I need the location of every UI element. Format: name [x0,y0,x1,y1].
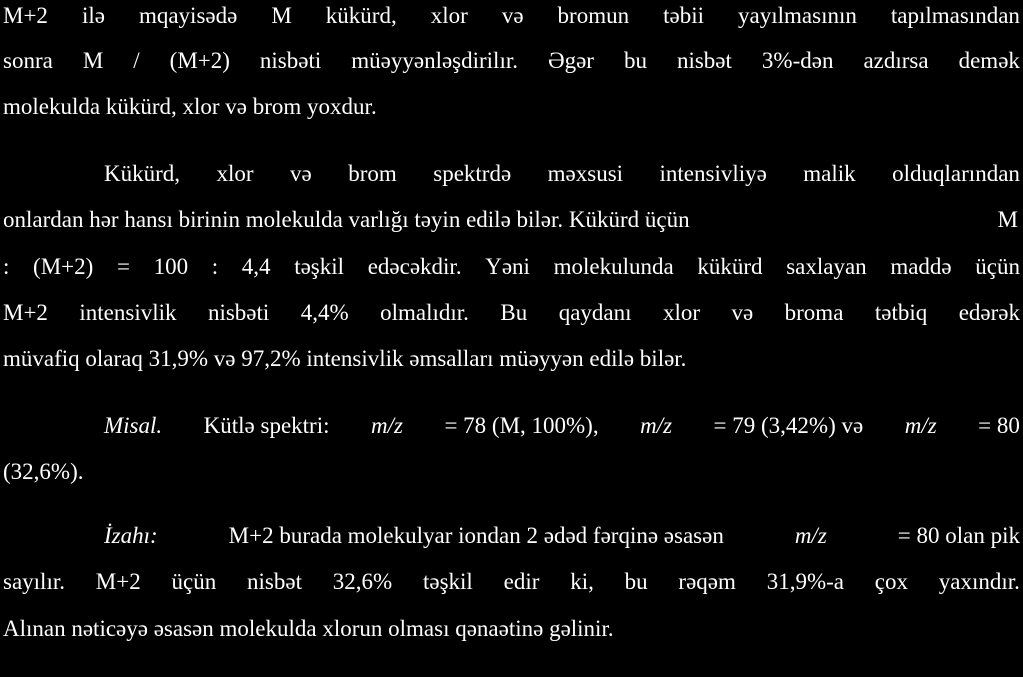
word: mqayisədə [138,3,238,28]
word: Əgər [547,48,594,73]
word: tapılmasından [890,3,1020,28]
paragraph-2-line-5: müvafiq olaraq 31,9% və 97,2% intensivlik əmsalları müəyyən edilə bilər. [3,346,687,371]
example-text-1: Kütlə spektri: [203,413,330,438]
explanation-line-1 [3,519,1020,553]
explanation-line-2 [3,565,1020,599]
word: = [116,254,130,279]
word: üçün [975,254,1020,279]
word: nisbət [247,569,302,594]
word: təşkil [294,254,345,279]
word: : [211,254,219,279]
paragraph-2-line-2-tail: M [997,207,1018,232]
paragraph-2-line-1 [3,157,1020,191]
word: xlor [662,300,701,325]
word: intensivlik [79,300,177,325]
word: qaydanı [558,300,632,325]
word: təşkil [422,569,473,594]
word: yaxındır. [938,569,1020,594]
word: M [82,48,104,73]
word: demək [958,48,1020,73]
paragraph-2-line-4 [3,296,1020,330]
word: edəcəkdir. [367,254,462,279]
word: təbii [663,3,705,28]
example-eq-3: = 80 [978,413,1020,438]
example-mz-1 [371,409,403,443]
word: (M+2) [169,48,230,73]
word: molekulunda [553,254,674,279]
word: və [501,3,524,28]
paragraph-1-line-2 [3,44,1020,78]
word: ilə [81,3,105,28]
word: edərək [958,300,1020,325]
example-line-1 [3,409,1020,443]
word: bu [624,569,648,594]
word: Yəni [485,254,530,279]
word: edir [503,569,540,594]
explanation-text-2: = 80 olan pik [897,523,1020,548]
word: 4,4% [300,300,349,325]
word: 100 [153,254,189,279]
word: çox [874,569,908,594]
word: ki, [570,569,594,594]
paragraph-2-line-2 [3,203,1020,237]
word: müəyyənləşdirilır. [351,48,518,73]
word: yayılmasının [738,3,857,28]
word: sayılır. [3,569,65,594]
explanation-line-3: Alınan nəticəyə əsasən molekulda xlorun olması qənaətinə gəlinir. [3,616,614,641]
word: nisbəti [259,48,322,73]
word: xlor [216,161,254,186]
explanation-text-1: M+2 burada molekulyar iondan 2 ədəd fərqinə əsasən [228,523,724,548]
word: M+2 [3,3,48,28]
paragraph-1-line-3: molekulda kükürd, xlor və brom yoxdur. [3,94,377,119]
word: və [290,161,312,186]
word: brom [348,161,397,186]
word: tətbiq [874,300,928,325]
word: sonra [3,48,53,73]
mz-label: m/z [640,413,673,438]
word: 3%-dən [761,48,834,73]
word: M+2 [3,300,48,325]
word: / [133,48,140,73]
paragraph-2-line-2-text: onlardan hər hansı birinin molekulda varlığı təyin edilə bilər. Kükürd üçün [3,207,690,232]
word: xlor [430,3,468,28]
word: M [271,3,292,28]
word: bu [623,48,647,73]
word: olmalıdır. [380,300,469,325]
word: intensivliyə [659,161,767,186]
mz-label: m/z [794,523,827,548]
word: nisbəti [207,300,270,325]
example-label: Misal. [104,413,163,438]
example-mz-2 [640,409,672,443]
word: spektrdə [433,161,512,186]
explanation-mz [795,519,827,553]
word: maddə [890,254,952,279]
word: kükürd [697,254,763,279]
word: broma [784,300,844,325]
word: rəqəm [678,569,736,594]
word: bromun [557,3,630,28]
word: saxlayan [786,254,867,279]
example-mz-3 [905,409,937,443]
mz-label: m/z [904,413,937,438]
word: Kükürd, [104,161,181,186]
explanation-label: İzahı: [104,523,158,548]
example-line-2: (32,6%). [3,459,84,484]
word: 32,6% [332,569,393,594]
example-eq-1: = 78 (M, 100%), [444,413,599,438]
word: azdırsa [863,48,929,73]
paragraph-1-line-1 [3,0,1020,33]
word: 31,9%-a [766,569,844,594]
word: Bu [500,300,528,325]
word: məxsusi [547,161,624,186]
word: (M+2) [33,254,94,279]
word: nisbət [676,48,732,73]
word: olduqlarından [892,161,1020,186]
paragraph-2-line-3 [3,250,1020,284]
word: üçün [171,569,217,594]
example-eq-2: = 79 (3,42%) və [713,413,864,438]
mz-label: m/z [370,413,403,438]
word: M+2 [95,569,141,594]
word: 4,4 [241,254,271,279]
word: kükürd, [325,3,397,28]
word: və [731,300,754,325]
word: : [3,254,10,279]
word: malik [803,161,856,186]
